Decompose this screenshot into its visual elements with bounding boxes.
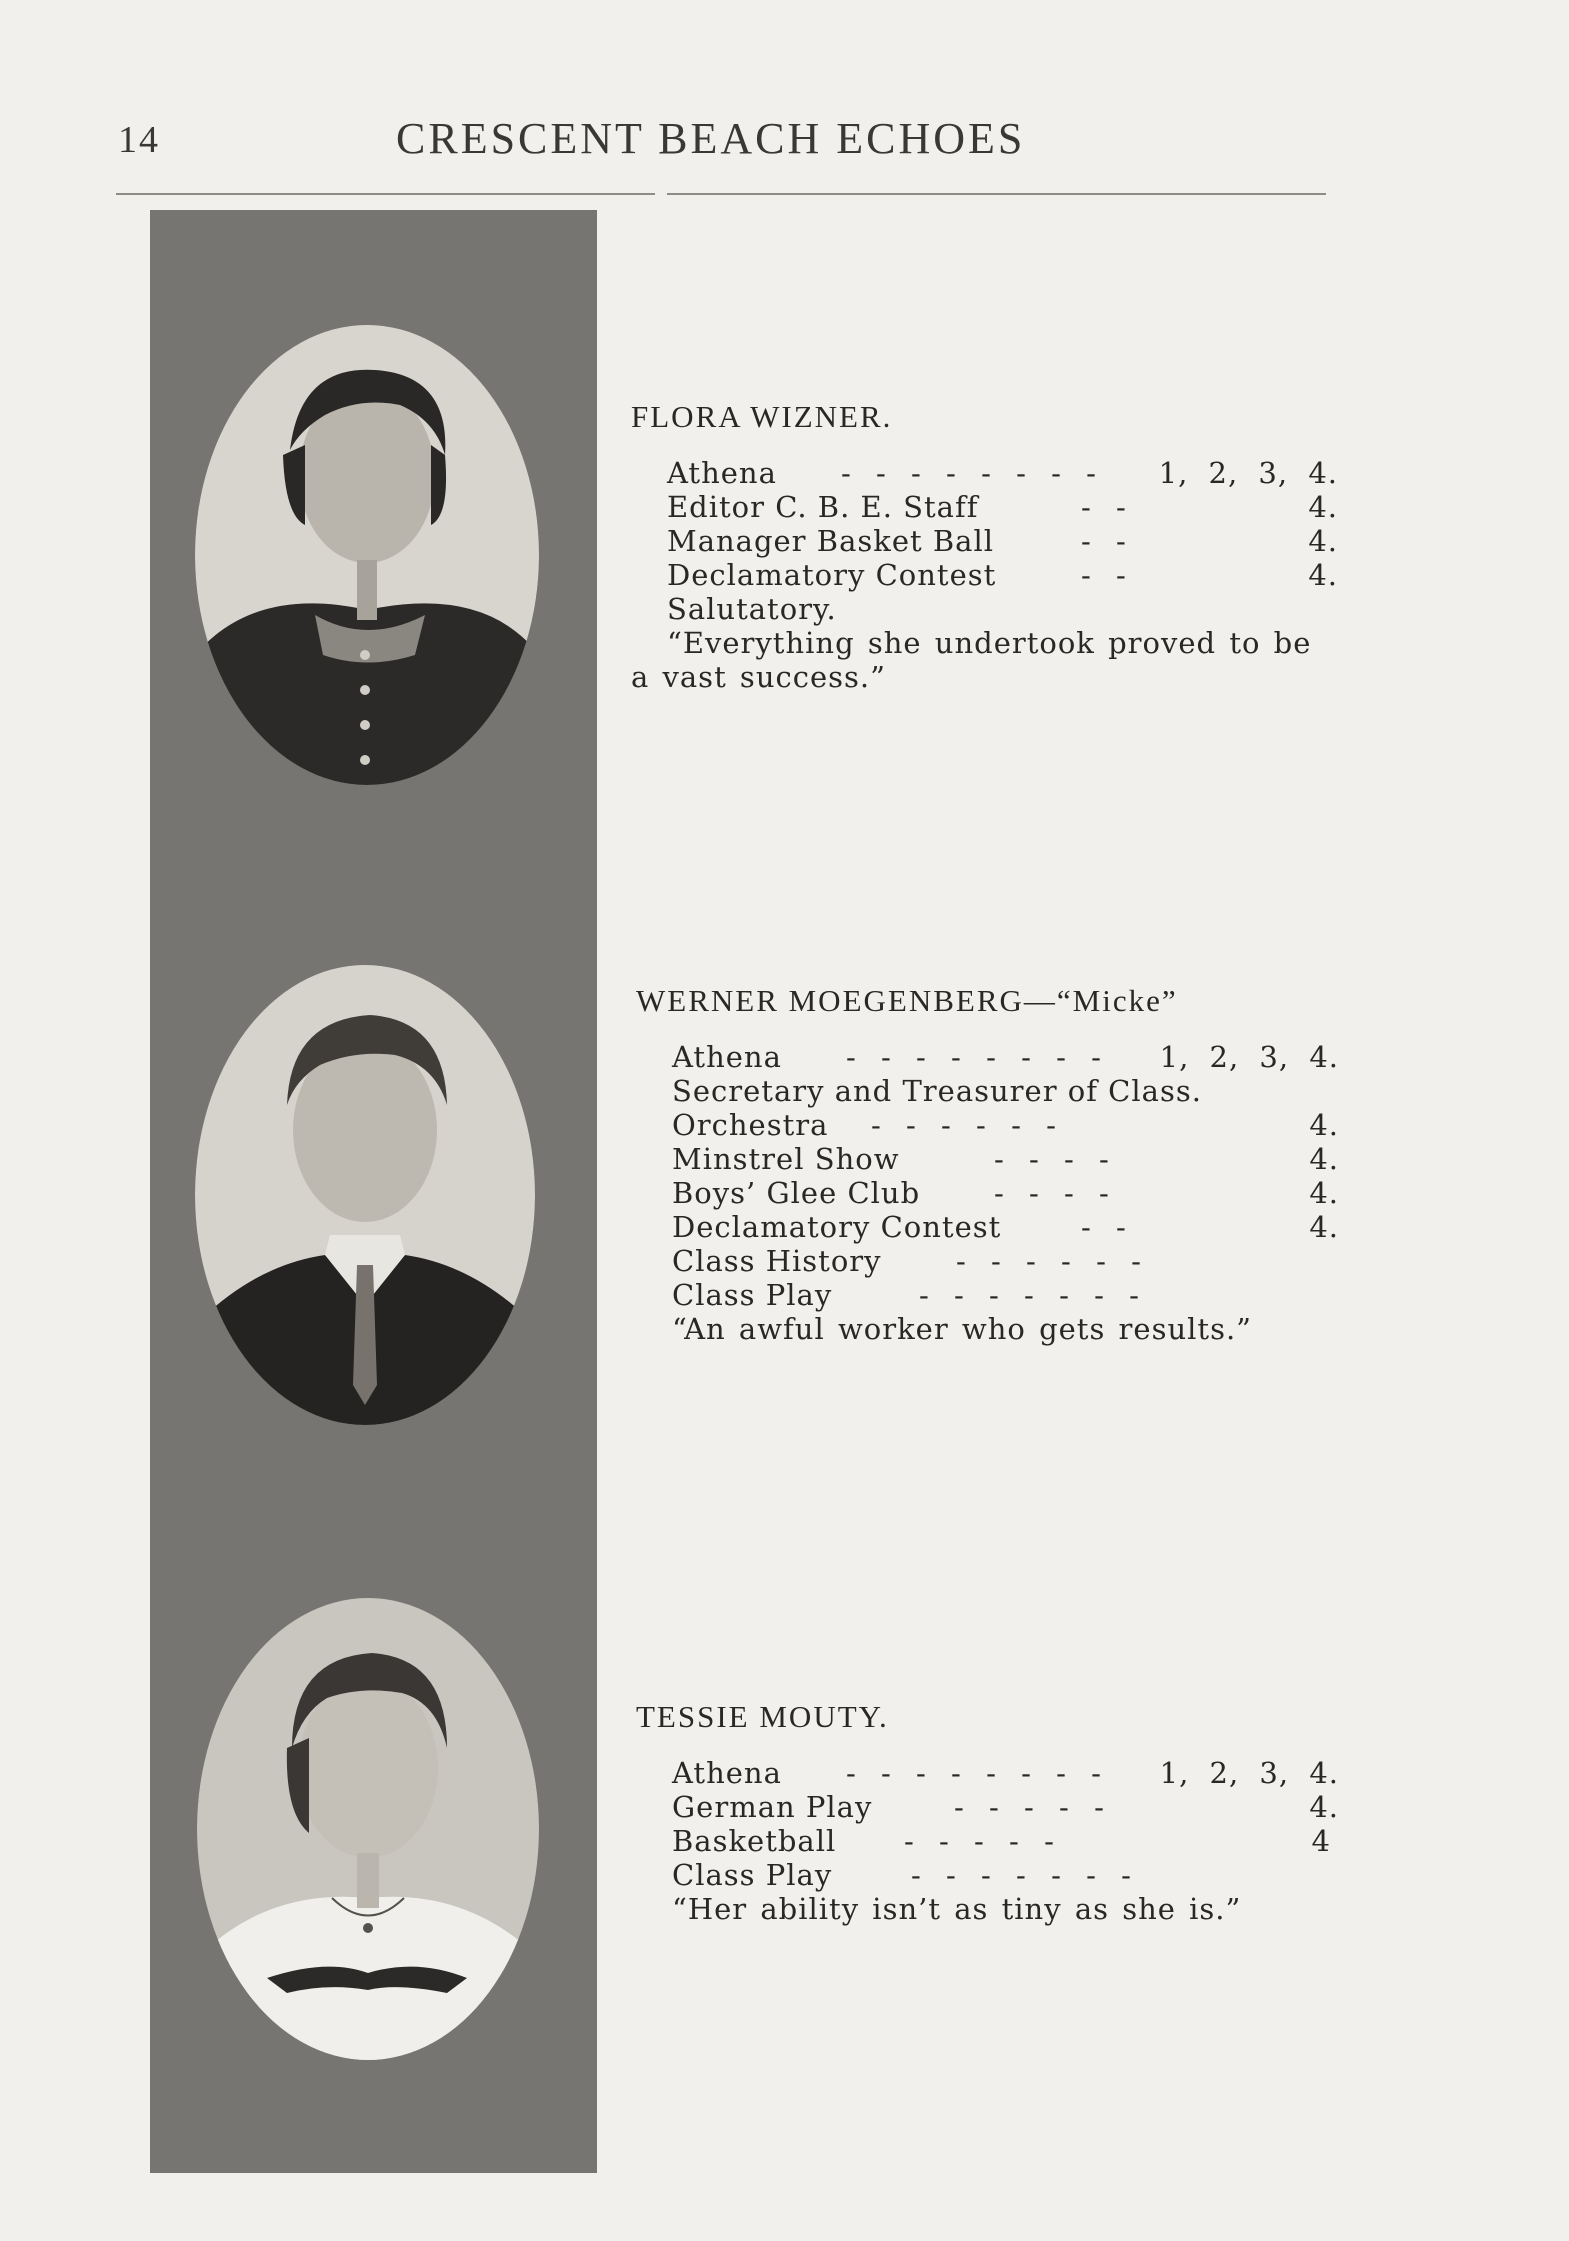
student-quote: “An awful worker who gets results.”: [672, 1312, 1253, 1346]
activity-leader-dots: - - - - - - - -: [846, 1756, 1109, 1790]
activity-label: Minstrel Show: [672, 1142, 900, 1176]
activity-years: 4.: [1309, 1210, 1339, 1244]
activity-row: [631, 490, 1338, 524]
activity-label: Declamatory Contest: [667, 558, 997, 592]
student-entry-2: [636, 984, 1339, 1346]
portrait-photo-3: [197, 1598, 539, 2060]
activity-label: Boys’ Glee Club: [672, 1176, 921, 1210]
activity-leader-dots: - - - - - - - -: [846, 1040, 1109, 1074]
activity-leader-dots: - - - - - -: [956, 1244, 1149, 1278]
activity-row: [631, 626, 1338, 660]
activity-leader-dots: - - - - - - - -: [841, 456, 1104, 490]
portrait-photo-1: [195, 325, 539, 785]
activity-row: [636, 1210, 1339, 1244]
activity-row: [636, 1824, 1339, 1858]
activity-row: [636, 1858, 1339, 1892]
activity-row: [636, 1142, 1339, 1176]
activity-row: [631, 524, 1338, 558]
student-entry-3: [636, 1700, 1339, 1926]
activity-row: [636, 1108, 1339, 1142]
activity-row: [636, 1278, 1339, 1312]
activity-label: Basketball: [672, 1824, 837, 1858]
activity-label: Editor C. B. E. Staff: [667, 490, 979, 524]
activity-leader-dots: - -: [1081, 558, 1134, 592]
activity-row: [636, 1312, 1339, 1346]
activity-leader-dots: - -: [1081, 524, 1134, 558]
activity-label: Athena: [667, 456, 777, 490]
activity-label: Orchestra: [672, 1108, 829, 1142]
student-quote: “Everything she undertook proved to be: [667, 626, 1312, 660]
activity-extra: Salutatory.: [667, 592, 837, 626]
student-quote-continued: a vast success.”: [631, 660, 886, 694]
activity-leader-dots: - - - - - - -: [911, 1858, 1139, 1892]
activity-label: Secretary and Treasurer of Class.: [672, 1074, 1202, 1108]
activity-label: Manager Basket Ball: [667, 524, 994, 558]
activity-leader-dots: - - - -: [994, 1142, 1117, 1176]
activity-years: 4: [1311, 1824, 1331, 1858]
activity-label: Class History: [672, 1244, 882, 1278]
student-name: FLORA WIZNER.: [631, 399, 893, 434]
activity-label: Athena: [672, 1756, 782, 1790]
activity-row: [636, 1074, 1339, 1108]
activity-row: [631, 456, 1338, 490]
activity-years: 1, 2, 3, 4.: [1159, 1756, 1339, 1790]
activity-leader-dots: - - - - -: [904, 1824, 1062, 1858]
activity-label: Athena: [672, 1040, 782, 1074]
activity-leader-dots: - - - - - -: [871, 1108, 1064, 1142]
header-rule: [116, 193, 1326, 195]
activity-row: [636, 1040, 1339, 1074]
activity-row: [636, 1892, 1339, 1926]
activity-row: [636, 1790, 1339, 1824]
activity-years: 1, 2, 3, 4.: [1159, 1040, 1339, 1074]
activity-label: German Play: [672, 1790, 873, 1824]
activity-label: Declamatory Contest: [672, 1210, 1002, 1244]
activity-leader-dots: - -: [1081, 1210, 1134, 1244]
page-number: 14: [118, 119, 160, 161]
activity-row: [631, 558, 1338, 592]
activity-row: [631, 592, 1338, 626]
activity-years: 1, 2, 3, 4.: [1158, 456, 1338, 490]
student-name: TESSIE MOUTY.: [636, 1699, 889, 1734]
activity-years: 4.: [1308, 558, 1338, 592]
running-head-title: CRESCENT BEACH ECHOES: [396, 114, 1026, 163]
activity-row: [636, 1756, 1339, 1790]
activity-leader-dots: - - - -: [994, 1176, 1117, 1210]
activity-years: 4.: [1308, 490, 1338, 524]
activity-row: [636, 1244, 1339, 1278]
activity-label: Class Play: [672, 1858, 833, 1892]
activity-years: 4.: [1309, 1142, 1339, 1176]
activity-row: [636, 1176, 1339, 1210]
header-rule-gap: [655, 192, 667, 196]
activity-leader-dots: - - - - - - -: [919, 1278, 1147, 1312]
student-entry-1: [631, 400, 1338, 694]
student-name: WERNER MOEGENBERG—“Micke”: [636, 983, 1178, 1018]
activity-label: Class Play: [672, 1278, 833, 1312]
activity-leader-dots: - -: [1081, 490, 1134, 524]
activity-years: 4.: [1309, 1108, 1339, 1142]
portrait-photo-2: [195, 965, 535, 1425]
activity-leader-dots: - - - - -: [954, 1790, 1112, 1824]
activity-years: 4.: [1309, 1790, 1339, 1824]
activity-years: 4.: [1308, 524, 1338, 558]
student-quote: “Her ability isn’t as tiny as she is.”: [672, 1892, 1242, 1926]
activity-years: 4.: [1309, 1176, 1339, 1210]
